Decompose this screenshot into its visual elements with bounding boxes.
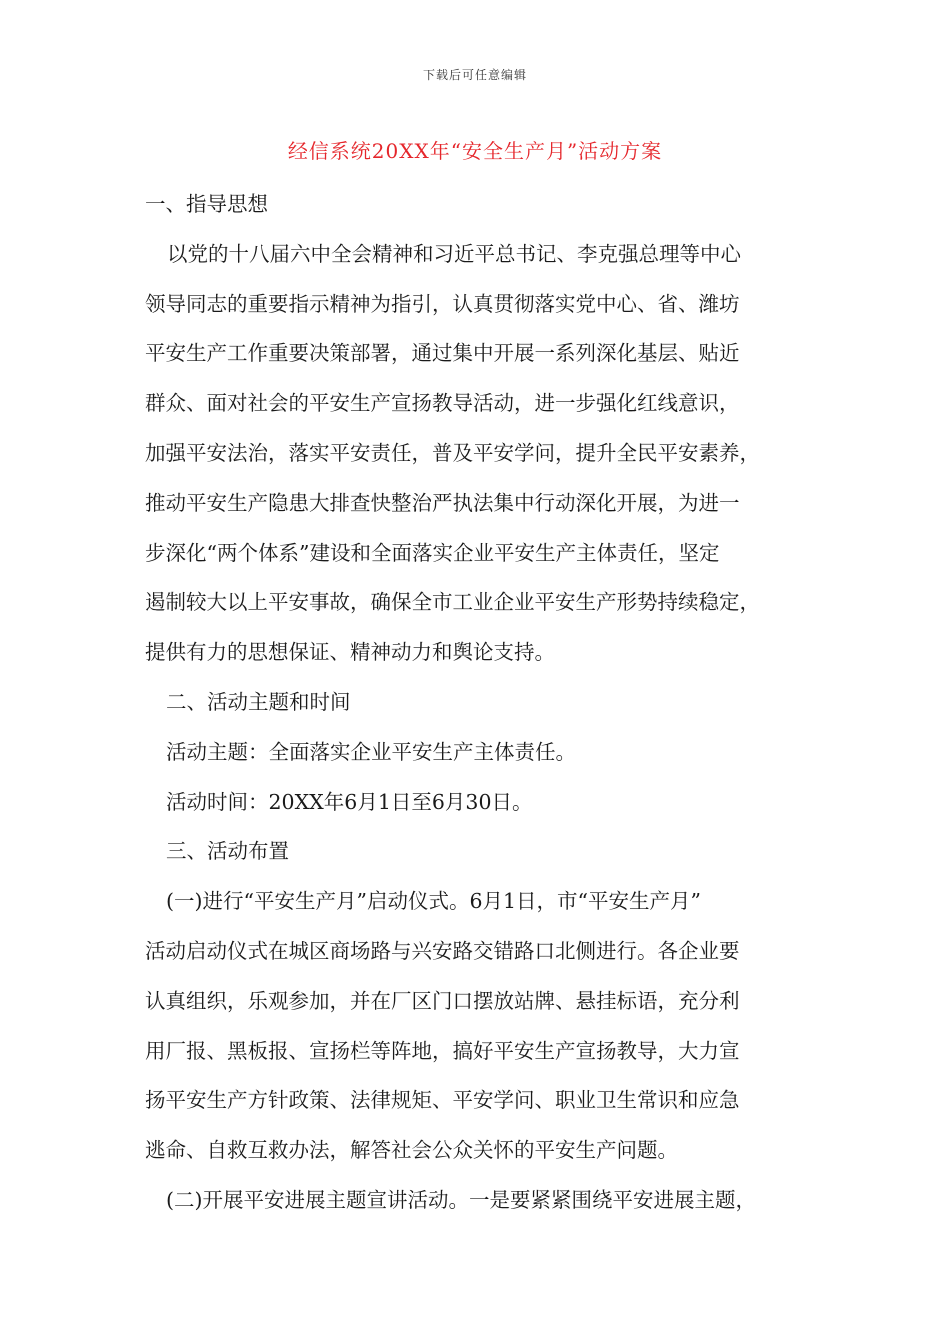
body-line: 用厂报、黑板报、宣扬栏等阵地，搞好平安生产宣扬教导，大力宣	[145, 1038, 740, 1063]
body-line: 平安生产工作重要决策部署，通过集中开展一系列深化基层、贴近	[145, 341, 740, 366]
document-title: 经信系统20XX年“安全生产月”活动方案	[287, 139, 663, 163]
body-line: (一)进行“平安生产月”启动仪式。6月1日，市“平安生产月”	[166, 889, 702, 914]
header-note: 下载后可任意编辑	[422, 68, 527, 82]
document-body	[145, 180, 825, 1226]
body-line: 群众、面对社会的平安生产宣扬教导活动，进一步强化红线意识，	[145, 391, 740, 416]
body-line: 推动平安生产隐患大排查快整治严执法集中行动深化开展，为进一	[145, 490, 740, 515]
body-line: 提供有力的思想保证、精神动力和舆论支持。	[145, 640, 555, 665]
body-line: 以党的十八届六中全会精神和习近平总书记、李克强总理等中心	[167, 241, 741, 266]
body-line: 活动启动仪式在城区商场路与兴安路交错路口北侧进行。各企业要	[145, 938, 740, 963]
body-line: 步深化“两个体系”建设和全面落实企业平安生产主体责任，坚定	[145, 540, 720, 565]
body-line: 一、指导思想	[145, 192, 268, 216]
body-line: 遏制较大以上平安事故，确保全市工业企业平安生产形势持续稳定，	[145, 590, 760, 615]
body-line: 活动时间：20XX年6月1日至6月30日。	[166, 789, 533, 814]
body-line: 活动主题：全面落实企业平安生产主体责任。	[166, 739, 576, 764]
body-line: 加强平安法治，落实平安责任，普及平安学问，提升全民平安素养，	[145, 440, 760, 465]
body-line: 二、活动主题和时间	[166, 689, 351, 714]
body-line: 扬平安生产方针政策、法律规矩、平安学问、职业卫生常识和应急	[145, 1088, 740, 1113]
body-line: (二)开展平安进展主题宣讲活动。一是要紧紧围绕平安进展主题，	[166, 1187, 756, 1212]
body-line: 逃命、自救互救办法，解答社会公众关怀的平安生产问题。	[145, 1138, 678, 1163]
body-line: 领导同志的重要指示精神为指引，认真贯彻落实党中心、省、潍坊	[145, 291, 740, 316]
body-line: 三、活动布置	[166, 839, 289, 864]
body-line: 认真组织，乐观参加，并在厂区门口摆放站牌、悬挂标语，充分利	[145, 988, 740, 1013]
